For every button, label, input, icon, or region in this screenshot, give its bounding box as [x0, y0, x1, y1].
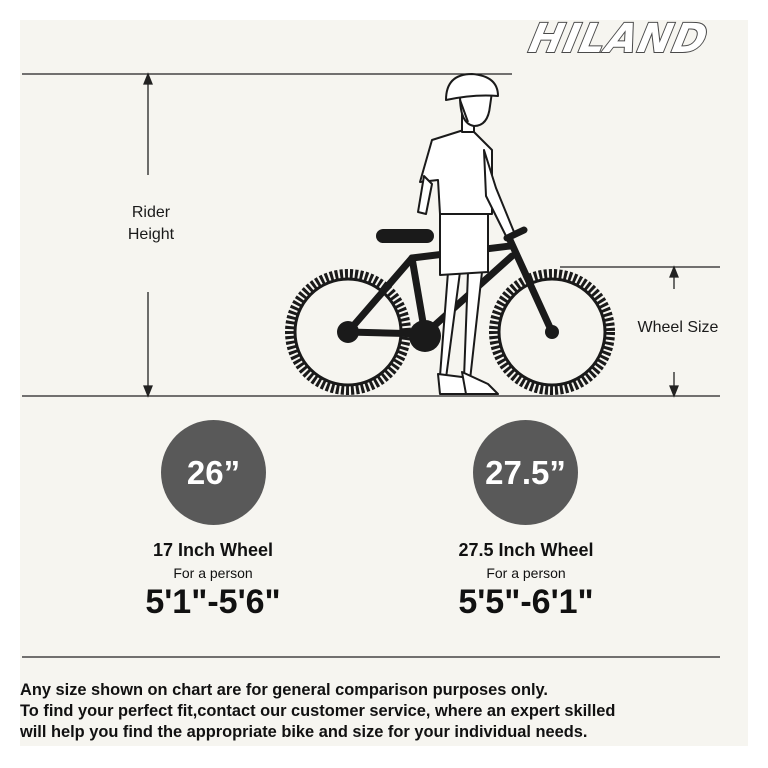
height-range: 5'5"-6'1": [458, 583, 594, 621]
disclaimer-line: will help you find the appropriate bike and size for your individual needs.: [20, 723, 588, 741]
wheel-size-label: Wheel Size: [637, 319, 719, 336]
hiland-logo: HILAND: [525, 16, 713, 62]
size-badge-26: 26”: [161, 420, 266, 525]
disclaimer-line: Any size shown on chart are for general comparison purposes only.: [20, 681, 548, 699]
size-column-left: [93, 540, 333, 621]
for-label: For a person: [173, 565, 253, 581]
for-label: For a person: [486, 565, 566, 581]
size-badge-27-5: 27.5”: [473, 420, 578, 525]
size-column-right: [406, 540, 646, 621]
disclaimer-text: [20, 680, 740, 743]
disclaimer-line: To find your perfect fit,contact our customer service, where an expert skilled: [20, 702, 616, 720]
rider-height-label-line1: Rider: [131, 204, 171, 221]
wheel-name: 17 Inch Wheel: [152, 540, 274, 560]
height-range: 5'1"-5'6": [145, 583, 281, 621]
rider-height-label-line2: Height: [127, 226, 175, 243]
wheel-name: 27.5 Inch Wheel: [458, 540, 594, 560]
